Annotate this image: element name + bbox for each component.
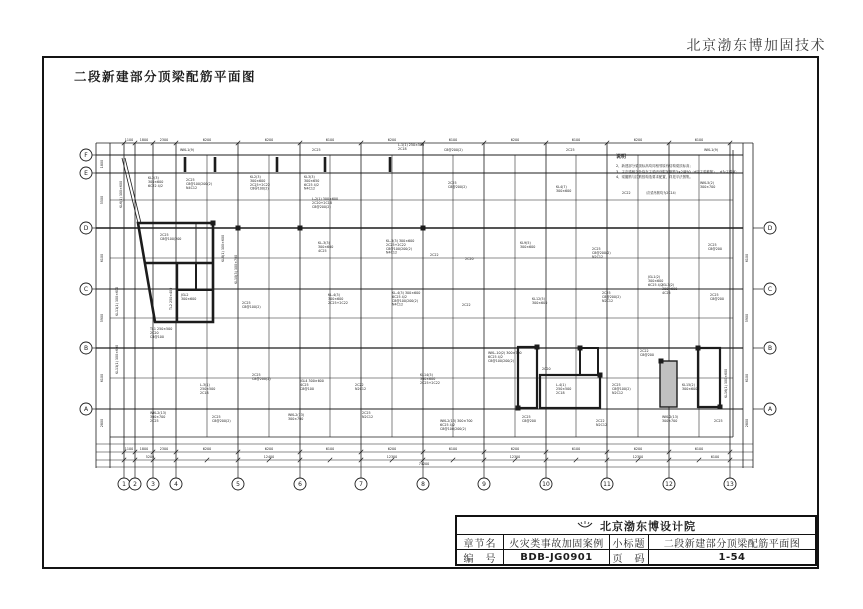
svg-text:11: 11 [603,481,611,489]
note-item: 4、梁腰筋与拉筋按构造要求配置，详见平法图集。 [616,175,693,180]
svg-text:KL-4(3)300×6002C25+2C22: KL-4(3) 300×600 2C25+2C22 [328,293,348,305]
svg-text:10: 10 [542,481,550,489]
svg-text:2C25C8@100/200: 2C25 C8@100/200 [160,233,182,241]
svg-text:74200: 74200 [418,462,430,466]
subtitle-value: 二段新建部分顶梁配筋平面图 [649,535,815,550]
svg-text:1800: 1800 [139,138,149,142]
svg-text:2: 2 [133,481,137,489]
svg-text:2C20: 2C20 [542,367,551,371]
svg-text:KL11(1) 300×600: KL11(1) 300×600 [115,286,119,316]
svg-text:6: 6 [298,481,302,489]
svg-text:KL3(3)300×6506C25 4/2N4C12: KL3(3) 300×650 6C25 4/2 N4C12 [304,175,320,191]
svg-text:5900: 5900 [100,313,104,323]
svg-text:6100: 6100 [745,253,749,263]
chapter-label: 章节名 [457,535,504,550]
svg-text:5900: 5900 [745,313,749,323]
page-value: 1-54 [718,552,746,563]
svg-text:6100: 6100 [745,373,749,383]
svg-text:2C22C8@200: 2C22 C8@200 [640,349,654,357]
number-label: 编 号 [457,550,504,565]
svg-text:2C25C8@200(2)N2C12: 2C25 C8@200(2) N2C12 [592,247,611,259]
svg-text:2C25C8@200(2): 2C25 C8@200(2) [448,181,467,189]
svg-text:B: B [767,345,773,353]
svg-text:2C25C8@100(2)N2C12: 2C25 C8@100(2) N2C12 [612,383,631,395]
svg-text:5200: 5200 [145,455,155,459]
svg-text:2C22: 2C22 [462,303,471,307]
svg-text:3: 3 [151,481,155,489]
svg-text:KL2(3)300×6002C25+2C22C8@100(2: KL2(3) 300×600 2C25+2C22 C8@100(2) [250,175,270,191]
svg-text:6200: 6200 [387,138,397,142]
svg-text:6100: 6100 [571,447,581,451]
title-block [455,515,817,566]
svg-text:6200: 6200 [202,138,212,142]
svg-text:JGL2300×600: JGL2 300×600 [181,293,197,301]
notes-title: 说明 [616,154,627,160]
institute-name: 北京渤东博设计院 [600,519,696,533]
svg-text:2C25: 2C25 [714,419,723,423]
svg-text:6100: 6100 [571,138,581,142]
svg-text:6100: 6100 [694,138,704,142]
svg-text:B: B [83,345,89,353]
svg-text:KL16(1) 300×600: KL16(1) 300×600 [724,368,728,398]
svg-text:2C25C8@200: 2C25 C8@200 [708,243,722,251]
svg-text:C: C [83,286,89,294]
svg-text:6200: 6200 [633,138,643,142]
svg-text:F: F [84,152,88,160]
svg-text:2C20: 2C20 [465,257,474,261]
svg-text:2C25C8@200(2): 2C25 C8@200(2) [212,415,231,423]
svg-text:6200: 6200 [202,447,212,451]
svg-text:1800: 1800 [100,159,104,169]
svg-text:4: 4 [174,481,178,489]
institute-logo-icon [576,520,594,531]
svg-text:KL2(3)300×6006C22 4/2: KL2(3) 300×600 6C22 4/2 [148,176,164,188]
svg-text:12400: 12400 [263,455,275,459]
note-item: 3、主次梁相交处均在主梁内设附加箍筋3×2@50（d同主梁箍筋），d为主梁宽； [616,169,740,174]
drawing-title: 二段新建部分顶梁配筋平面图 [74,69,257,84]
svg-text:2C25C8@100/200(2)N4C12: 2C25 C8@100/200(2) N4C12 [186,178,213,190]
svg-text:6200: 6200 [510,138,520,142]
svg-text:2C25: 2C25 [566,148,575,152]
svg-text:WKL2(13)300×700: WKL2(13) 300×700 [288,413,305,421]
svg-text:5500: 5500 [100,195,104,205]
svg-text:2300: 2300 [159,138,169,142]
svg-text:12300: 12300 [509,455,521,459]
svg-text:6100: 6100 [325,447,335,451]
svg-text:6100: 6100 [448,138,458,142]
svg-text:1800: 1800 [139,447,149,451]
svg-text:KL-3(3) 300×6002C25+2C22C8@100: KL-3(3) 300×600 2C25+2C22 C8@100/200(2) N4C12 [386,239,415,255]
svg-text:6200: 6200 [264,138,274,142]
svg-text:2C25: 2C25 [312,148,321,152]
title-block-fields [457,535,815,565]
svg-text:L-1(1) 250×5002C18: L-1(1) 250×500 2C18 [398,143,425,151]
svg-text:1100: 1100 [124,138,134,142]
svg-text:C: C [767,286,773,294]
svg-text:KL8(1) 300×600: KL8(1) 300×600 [221,234,225,262]
svg-text:2800: 2800 [745,418,749,428]
svg-text:JGL4 300×6004C25C8@100: JGL4 300×600 4C25 C8@100 [300,379,324,391]
svg-text:12: 12 [665,481,673,489]
svg-text:6200: 6200 [633,447,643,451]
subtitle-label: 小标题 [610,535,649,550]
svg-text:KL4(7)300×600: KL4(7) 300×600 [556,185,572,193]
svg-text:6100: 6100 [694,447,704,451]
svg-text:2C25C8@200: 2C25 C8@200 [710,293,724,301]
svg-text:KL-3(3)300×6004C25: KL-3(3) 300×600 4C25 [318,241,334,253]
svg-text:6100: 6100 [325,138,335,142]
svg-text:A: A [83,406,89,414]
number-value: BDB-JG0901 [504,550,610,565]
svg-text:6100: 6100 [448,447,458,451]
svg-text:6200: 6200 [264,447,274,451]
svg-text:12300: 12300 [632,455,644,459]
svg-text:L-2(1) 300×6002C20+2C18C8@200(: L-2(1) 300×600 2C20+2C18 C8@200(2) [312,197,339,209]
svg-text:WKL5(2)300×700: WKL5(2) 300×700 [700,181,716,189]
svg-text:L-4(1)250×5002C18: L-4(1) 250×500 2C18 [556,383,572,395]
svg-text:8: 8 [421,481,425,489]
svg-text:2C22N2C12: 2C22 N2C12 [596,419,608,427]
note-item: 2、新建部分梁顶标高均同相邻原有结构梁顶标高； [616,164,693,168]
svg-text:WKL2(13) 300×7006C25 4/2C8@100: WKL2(13) 300×700 6C25 4/2 C8@100/200(2) [440,419,473,431]
svg-text:WKL-10(2) 300×7006C25 4/2C8@10: WKL-10(2) 300×700 6C25 4/2 C8@100/200(2) [488,351,522,363]
svg-text:JGL1(2)300×6006C25 4/2: JGL1(2) 300×600 6C25 4/2 [648,275,664,287]
svg-text:TL1 250×5002C20C8@100: TL1 250×500 2C20 C8@100 [150,327,173,339]
svg-text:WKL1(9): WKL1(9) [704,148,719,152]
svg-text:KL12(5)300×600: KL12(5) 300×600 [532,297,548,305]
svg-text:6100: 6100 [710,455,720,459]
notes-footnote: （次梁吊筋均为2C14） [644,190,678,195]
svg-text:D: D [767,225,773,233]
svg-text:2C25C8@100(2): 2C25 C8@100(2) [242,301,261,309]
svg-text:E: E [84,170,88,178]
svg-text:KL6(1) 300×600: KL6(1) 300×600 [119,180,123,208]
svg-text:WKL1(9): WKL1(9) [180,148,195,152]
chapter-value: 火灾类事故加固案例 [504,535,610,550]
header-company-text: 北京渤东博加固技术 [686,38,826,54]
svg-text:6200: 6200 [510,447,520,451]
svg-text:KL13(1) 300×600: KL13(1) 300×600 [115,344,119,374]
svg-text:7: 7 [359,481,363,489]
svg-text:2300: 2300 [159,447,169,451]
svg-text:D: D [83,225,89,233]
svg-text:JGL3(2)300×6004C25: JGL3(2) 300×600 4C25 [662,283,678,295]
svg-text:9: 9 [482,481,486,489]
svg-text:KL9(5)300×600: KL9(5) 300×600 [520,241,536,249]
svg-text:A: A [767,406,773,414]
svg-text:2C25N2C12: 2C25 N2C12 [362,411,374,419]
notes-block [616,153,796,195]
svg-text:KL14(5)300×6002C25+2C22: KL14(5) 300×600 2C25+2C22 [420,373,440,385]
svg-text:2C22N2C12: 2C22 N2C12 [355,383,367,391]
svg-text:KL-4(3) 300×6006C25 4/2C8@100/: KL-4(3) 300×600 6C25 4/2 C8@100/200(2) N4C12 [392,291,421,307]
svg-text:5: 5 [236,481,240,489]
svg-text:6100: 6100 [100,253,104,263]
svg-text:2C25C8@200(2): 2C25 C8@200(2) [252,373,271,381]
svg-text:2C25C8@200: 2C25 C8@200 [522,415,536,423]
svg-text:TL2 250×400: TL2 250×400 [169,287,173,310]
svg-text:KL10(3) 300×700: KL10(3) 300×700 [234,254,238,284]
svg-text:1100: 1100 [124,447,134,451]
svg-text:L-3(1)250×5002C18: L-3(1) 250×500 2C18 [200,383,216,395]
svg-text:6100: 6100 [100,373,104,383]
svg-text:KL15(2)300×600: KL15(2) 300×600 [682,383,698,391]
svg-text:2800: 2800 [100,418,104,428]
svg-text:C8@200(2): C8@200(2) [444,148,463,152]
svg-text:WKL2(13)300×7002C25: WKL2(13) 300×700 2C25 [150,411,167,423]
svg-text:WKL2(13)300×700: WKL2(13) 300×700 [662,415,679,423]
page-label: 页 码 [610,550,649,565]
svg-text:2C25C8@200(2)N2C12: 2C25 C8@200(2) N2C12 [602,291,621,303]
svg-text:1: 1 [122,481,126,489]
svg-text:2C22: 2C22 [430,253,439,257]
svg-text:13: 13 [726,481,734,489]
svg-text:6200: 6200 [387,447,397,451]
svg-text:2C22: 2C22 [622,191,631,195]
title-block-header [457,517,815,535]
svg-text:12300: 12300 [386,455,398,459]
